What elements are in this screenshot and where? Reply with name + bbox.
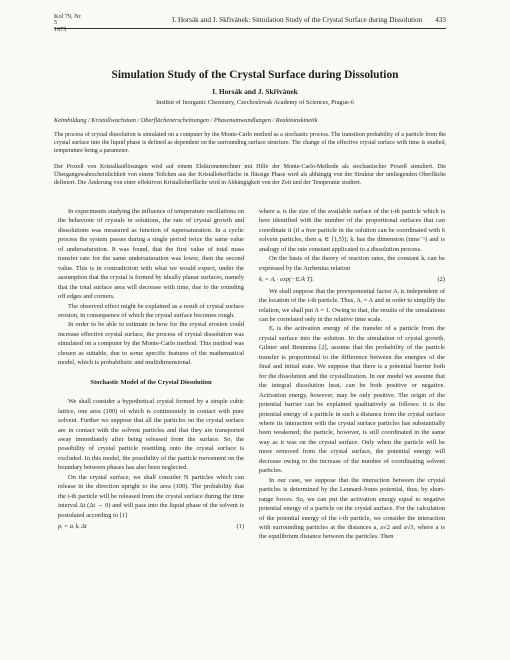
section-heading: Stochastic Model of the Crystal Dissolution <box>90 378 212 386</box>
article-keywords: Keimbildung / Kristallwachstum / Oberflächenerscheinungen / Phasenumwandlungen / Reaktionskinetik <box>54 117 318 124</box>
journal-volume: Kol 79, Nr. 5 <box>54 13 82 27</box>
paragraph: where aᵢ is the size of the available surface of the i-th particle which is here identified with the number of the proportional surfaces that can coordinate it (if a free particle in the solution can be coordinated with 6 solvent particles, then aᵢ ∈ ⟨1,5⟩); kᵢ has the dimension (time⁻¹) and is analogy of the rate constant applicated to a dissolution process. <box>259 208 445 253</box>
running-title: I. Horsák and J. Skřivánek: Simulation Study of the Crystal Surface during Dissolution <box>172 16 423 24</box>
paragraph: In order to be able to estimate in how for the crystal erosion could increase effective crystal surface, the process of crystal dissolution was simulated on a computer by the Monte-Carlo method. This method was chosen as suitable, due to some specific features of the mathematical model, which is probabilistic and multidimensional. <box>58 321 244 367</box>
journal-year: 1975 <box>54 25 67 33</box>
paragraph: On the basis of the theory of reaction rates, the constant kᵢ can be expressed by the Arrhenius relation <box>259 255 445 272</box>
article-authors: I. Horsák and J. Skřivánek <box>212 87 298 96</box>
equation-1-number: (1) <box>236 523 244 531</box>
article-title: Simulation Study of the Crystal Surface during Dissolution <box>111 69 399 81</box>
equation-2-number: (2) <box>437 276 445 284</box>
page-number: 433 <box>435 16 446 24</box>
equation-1 <box>58 522 244 531</box>
abstract-english: The process of crystal dissolution is simulated on a computer by the Monte-Carlo method as a stochastic process. The transition probability of a particle from the crystal surface into the liquid phase is defined as dependent on the surrounding surface structure. The change of the effective crystal surface with time is studied, temperature being a parameter. <box>54 132 446 154</box>
paragraph: We shall suppose that the preexponential factor Aᵢ is independent of the location of the i-th particle. Thus, Aᵢ = A and in order to simplify the relation, we shall put A = 1. Owing to that, the results of the simulations can be correlated only in the relative time scale. <box>259 287 445 323</box>
right-column <box>259 207 445 542</box>
equation-2 <box>259 275 445 284</box>
paragraph: We shall consider a hypothetical crystal formed by a simple cubic lattice, one area (100) of which is continuously in contact with pure solvent. Further we suppose that all the particles on the crystal surface are in contact with the solvent particles and that they are transported away immediately after being released from the surface. So, the possibility of crystal particle resettling onto the crystal surface is excluded. In this model, the possibility of the particle movement on the boundary between phases has also been neglected. <box>58 398 244 472</box>
left-column <box>58 207 244 534</box>
paragraph: The observed effect might be explained as a result of crystal surface erosion, in consequence of which the crystal surface becomes rough. <box>58 302 244 319</box>
paragraph: In experiments studying the influence of temperature oscillations on the behaviour of crystals in solutions, the rate of crystal growth and dissolutions was measured as function of supersaturation. In a cyclic process the system passes during a single period twice the same value of undersaturation. It was found, that the first value of total mass transfer rate for the same undersaturation was lower, then the second value. This is in contradiction with what we would expect, under the assumption that the crystal is formed by ideally planar surfaces, namely that the total surface area will decrease with time, due to the rounding off edges and corners. <box>58 208 244 301</box>
article-affiliation: Institut of Inorganic Chemistry, Czechoslovak Academy of Sciences, Prague-6 <box>156 99 354 106</box>
journal-reference <box>54 14 82 33</box>
paragraph: Eᵢ is the activation energy of the transfer of a particle from the crystal surface into the solution. In the simulation of crystal growth, Gilmer and Bennema [2], assume that the probability of the particle transfer is proportional to the difference between the energies of the final and initial state. We suppose that there is a potential barrier both for the dissolution and the crystallization. In our model we assume that the integral dissolution heat, can be both positive or negative. Activation energy, however, may be only positive. The origin of the potential barrier can be explained qualitatively as follows: it is the potential energy of a particle in such a distance from the crystal surface where its interaction with the crystal surface particles has substantially been weakened; the particle, however, is still coordinated in the same way as it was on the crystal surface. Only when the particle will be more removed from the crystal surface, the potential energy will decrease owing to the increase of the number of coordinating solvent particles. <box>259 325 445 475</box>
equation-2-formula: kᵢ = Aᵢ · exp(−Eᵢ/k T). <box>259 276 315 284</box>
abstract-german: Der Prozeß von Kristallauflösungen wird auf einem Elektronenrechner mit Hilfe der Monte-Carlo-Methode als stochastischer Prozeß simuliert. Die Übergangswahrscheinlichkeit von einem Teilchen aus der Kristalloberfläche in flüssige Phase wird als abhängig von der Struktur der umliegenden Oberfläche definiert. Die Änderung von einer effektiven Kristalloberfläche wird in Abhängigkeit von der Zeit und der Temperatur studiert. <box>54 164 446 186</box>
running-header <box>54 13 446 33</box>
equation-1-formula: pᵢ = aᵢ kᵢ Δt <box>58 523 87 531</box>
paragraph: In our case, we suppose that the interaction between the crystal particles is determined by the Lennard-Jones potential, thus, by short-range forces. So, we can put the activation energy equal to negative potential energy of a particle on the crystal surface. For the calculation of the potential energy of the i-th particle, we consider the interaction with surrounding particles at the distances a, a√2 and a√3, where a is the equilibrium distance between the particles. Then <box>259 476 445 541</box>
header-rule <box>54 28 446 29</box>
paragraph: On the crystal surface, we shall consider N particles which can release in the direction upright to the area (100). The probability that the i-th particle will be released from the crystal surface during the time interval Δt (Δt → 0) and will pass into the liquid phase of the solvent is postulated according to [1] <box>58 473 244 519</box>
